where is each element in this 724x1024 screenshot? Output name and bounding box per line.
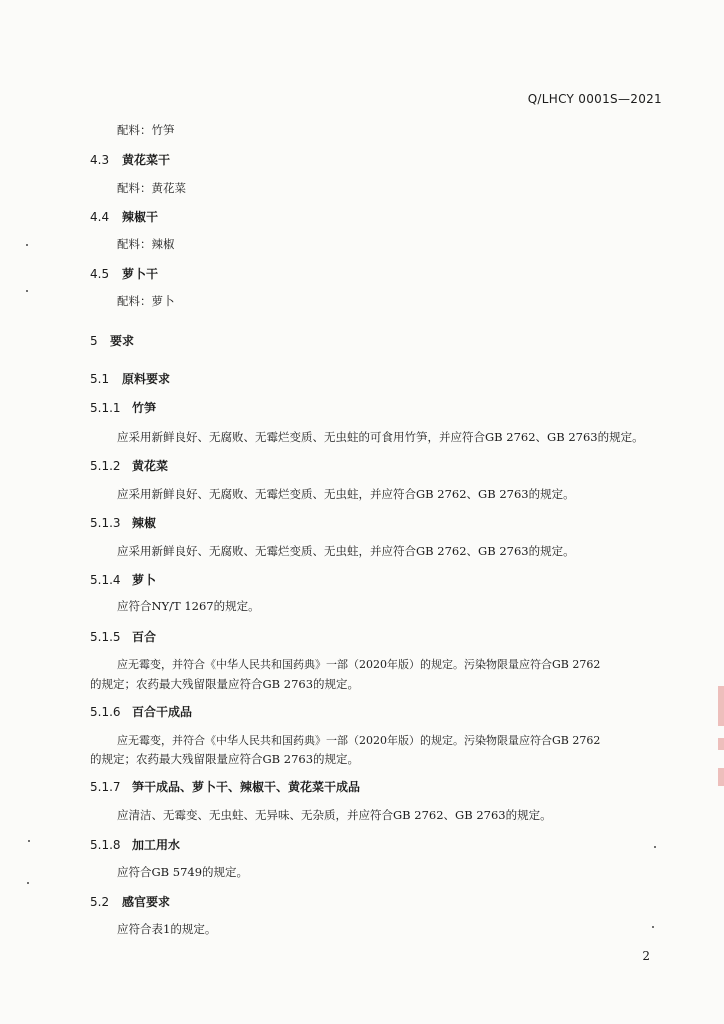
section-number: 5 bbox=[90, 334, 98, 348]
paragraph: 应符合NY/T 1267的规定。 bbox=[117, 599, 260, 613]
scan-speck bbox=[27, 882, 29, 884]
ingredient-line: 配料：竹笋 bbox=[117, 123, 175, 137]
paragraph-continuation: 的规定；农药最大残留限量应符合GB 2763的规定。 bbox=[90, 752, 360, 766]
section-title: 要求 bbox=[110, 334, 135, 348]
section-5-1-2-heading bbox=[90, 457, 168, 474]
section-number: 4.3 bbox=[90, 153, 110, 167]
section-4-5-heading bbox=[90, 265, 158, 282]
section-title: 笋干成品、萝卜干、辣椒干、黄花菜干成品 bbox=[132, 780, 361, 794]
section-number: 5.1.2 bbox=[90, 459, 121, 473]
section-number: 5.1.7 bbox=[90, 780, 121, 794]
section-5-1-7-heading bbox=[90, 778, 360, 795]
seal-edge-mark bbox=[718, 686, 724, 726]
scan-speck bbox=[26, 244, 28, 246]
section-number: 5.1.6 bbox=[90, 705, 121, 719]
paragraph: 应符合GB 5749的规定。 bbox=[117, 865, 249, 879]
scan-speck bbox=[28, 840, 30, 842]
section-4-3-heading bbox=[90, 151, 170, 168]
section-number: 5.1.8 bbox=[90, 838, 121, 852]
ingredient-line: 配料：萝卜 bbox=[117, 294, 175, 308]
section-4-4-heading bbox=[90, 208, 158, 225]
page-number: 2 bbox=[642, 949, 650, 963]
section-number: 5.1 bbox=[90, 372, 110, 386]
section-title: 黄花菜干 bbox=[122, 153, 171, 167]
section-5-2-heading bbox=[90, 893, 170, 910]
section-title: 竹笋 bbox=[132, 401, 157, 415]
section-5-1-6-heading bbox=[90, 703, 192, 720]
seal-edge-mark bbox=[718, 738, 724, 750]
section-title: 百合 bbox=[132, 630, 157, 644]
section-title: 辣椒 bbox=[132, 516, 157, 530]
paragraph: 应采用新鲜良好、无腐败、无霉烂变质、无虫蛀，并应符合GB 2762、GB 2763的规定。 bbox=[117, 487, 575, 501]
paragraph: 应无霉变，并符合《中华人民共和国药典》一部（2020年版）的规定。污染物限量应符合GB 2762 bbox=[117, 734, 601, 747]
section-title: 萝卜 bbox=[132, 573, 157, 587]
section-5-1-8-heading bbox=[90, 836, 180, 853]
section-title: 加工用水 bbox=[132, 838, 181, 852]
section-number: 5.1.5 bbox=[90, 630, 121, 644]
paragraph: 应无霉变，并符合《中华人民共和国药典》一部（2020年版）的规定。污染物限量应符合GB 2762 bbox=[117, 658, 601, 671]
paragraph-continuation: 的规定；农药最大残留限量应符合GB 2763的规定。 bbox=[90, 677, 360, 691]
section-5-heading bbox=[90, 332, 134, 349]
scan-speck bbox=[654, 846, 656, 848]
section-5-1-1-heading bbox=[90, 399, 156, 416]
section-title: 百合干成品 bbox=[132, 705, 193, 719]
section-5-1-5-heading bbox=[90, 628, 156, 645]
section-5-1-heading bbox=[90, 370, 170, 387]
section-number: 5.1.1 bbox=[90, 401, 121, 415]
seal-edge-mark bbox=[718, 768, 724, 786]
paragraph: 应采用新鲜良好、无腐败、无霉烂变质、无虫蛀，并应符合GB 2762、GB 2763的规定。 bbox=[117, 544, 575, 558]
section-number: 4.5 bbox=[90, 267, 110, 281]
section-title: 萝卜干 bbox=[122, 267, 159, 281]
section-number: 5.1.4 bbox=[90, 573, 121, 587]
section-number: 5.2 bbox=[90, 895, 110, 909]
standard-code-header: Q/LHCY 0001S—2021 bbox=[527, 92, 662, 106]
section-title: 辣椒干 bbox=[122, 210, 159, 224]
section-number: 4.4 bbox=[90, 210, 110, 224]
scan-speck bbox=[26, 290, 28, 292]
section-number: 5.1.3 bbox=[90, 516, 121, 530]
section-title: 原料要求 bbox=[122, 372, 171, 386]
paragraph: 应采用新鲜良好、无腐败、无霉烂变质、无虫蛀的可食用竹笋，并应符合GB 2762、GB 2763的规定。 bbox=[117, 430, 644, 444]
section-title: 黄花菜 bbox=[132, 459, 169, 473]
scan-speck bbox=[652, 926, 654, 928]
ingredient-line: 配料：辣椒 bbox=[117, 237, 175, 251]
ingredient-line: 配料：黄花菜 bbox=[117, 181, 186, 195]
section-5-1-4-heading bbox=[90, 571, 156, 588]
paragraph: 应符合表1的规定。 bbox=[117, 922, 217, 936]
section-5-1-3-heading bbox=[90, 514, 156, 531]
section-title: 感官要求 bbox=[122, 895, 171, 909]
paragraph: 应清洁、无霉变、无虫蛀、无异味、无杂质，并应符合GB 2762、GB 2763的规定。 bbox=[117, 808, 552, 822]
